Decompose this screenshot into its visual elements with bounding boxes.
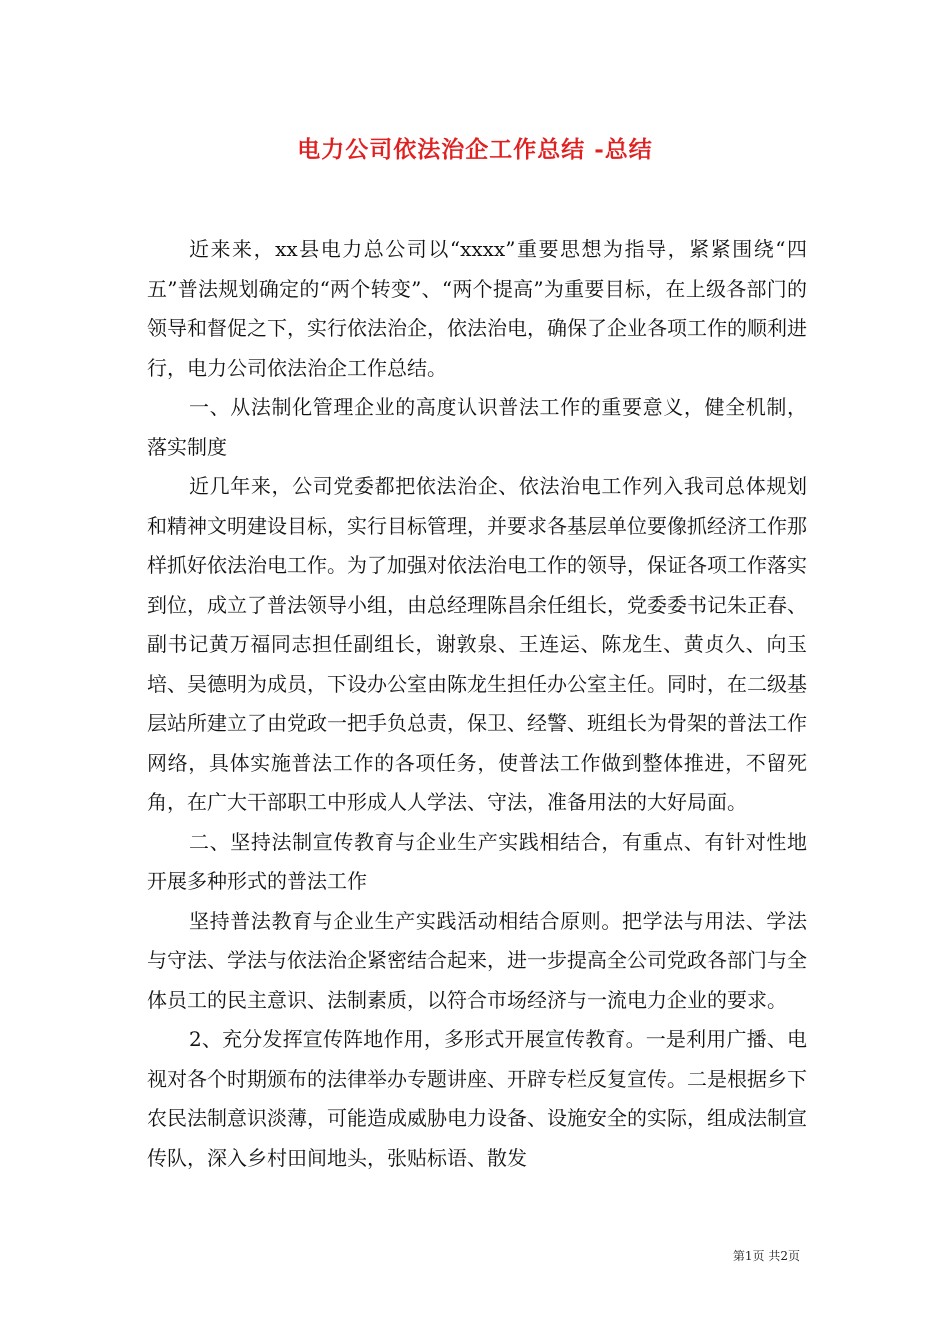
page-title: 电力公司依法治企工作总结 -总结 bbox=[297, 136, 653, 163]
page-number-footer: 第1页 共2页 bbox=[732, 1249, 800, 1263]
paragraph-section-1: 近几年来，公司党委都把依法治企、依法治电工作列入我司总体规划和精神文明建设目标，实行目标管理，并要求各基层单位要像抓经济工作那样抓好依法治电工作。为了加强对依法治电工作的领导，保证各项工作落实到位，成立了普法领导小组，由总经理陈昌余任组长，党委委书记朱正春、副书记黄万福同志担任副组长，谢敦泉、王连运、陈龙生、黄贞久、向玉培、吴德明为成员，下设办公室由陈龙生担任办公室主任。同时，在二级基层站所建立了由党政一把手负总责，保卫、经警、班组长为骨架的普法工作网络，具体实施普法工作的各项任务，使普法工作做到整体推进，不留死角，在广大干部职工中形成人人学法、守法，准备用法的大好局面。 bbox=[147, 474, 807, 814]
paragraph-heading-1: 一、从法制化管理企业的高度认识普法工作的重要意义，健全机制，落实制度 bbox=[147, 395, 807, 459]
document-body bbox=[147, 230, 807, 1178]
paragraph-heading-2: 二、坚持法制宣传教育与企业生产实践相结合，有重点、有针对性地开展多种形式的普法工作 bbox=[147, 829, 807, 893]
paragraph-intro: 近来来，xx县电力总公司以“xxxx”重要思想为指导，紧紧围绕“四五”普法规划确定的“两个转变”、“两个提高”为重要目标，在上级各部门的领导和督促之下，实行依法治企，依法治电，确保了企业各项工作的顺利进行，电力公司依法治企工作总结。 bbox=[147, 237, 807, 380]
paragraph-section-2a: 坚持普法教育与企业生产实践活动相结合原则。把学法与用法、学法与守法、学法与依法治企紧密结合起来，进一步提高全公司党政各部门与全体员工的民主意识、法制素质，以符合市场经济与一流电力企业的要求。 bbox=[147, 908, 807, 1012]
paragraph-section-2b: 2、充分发挥宣传阵地作用，多形式开展宣传教育。一是利用广播、电视对各个时期颁布的法律举办专题讲座、开辟专栏反复宣传。二是根据乡下农民法制意识淡薄，可能造成威胁电力设备、设施安全的实际，组成法制宣传队，深入乡村田间地头，张贴标语、散发 bbox=[147, 1027, 807, 1170]
